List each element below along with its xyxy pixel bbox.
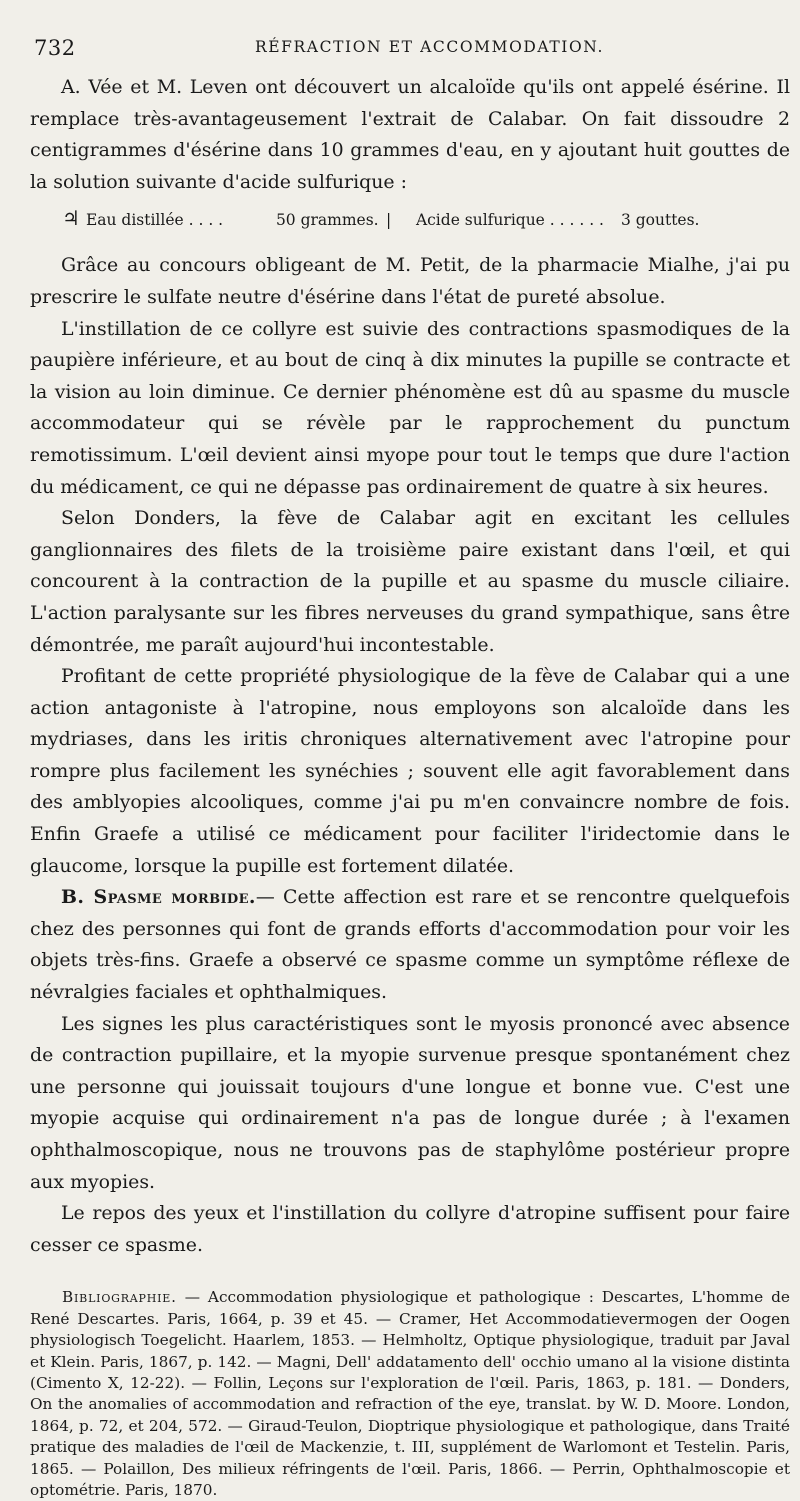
page-header (30, 28, 790, 58)
formula-qty-water: 50 grammes. (275, 211, 379, 230)
paragraph-repos: Le repos des yeux et l'instillation du collyre d'atropine suffisent pour faire cesser ce spasme. (30, 1202, 790, 1256)
book-page (30, 28, 790, 1501)
formula-qty-acid: 3 gouttes. (620, 211, 700, 230)
page-number: 732 (34, 36, 76, 60)
section-text: — Cette affection est rare et se rencontre quelquefois chez des personnes qui font de grands efforts d'accommodation pour voir les objets très-fins. Graefe a observé ce spasme comme un symptôme réflexe de névralgies faciales et ophthalmiques. (30, 886, 790, 1004)
paragraph-eserine: A. Vée et M. Leven ont découvert un alcaloïde qu'ils ont appelé ésérine. Il remplace très-avantageusement l'extrait de Calabar. On fait dissoudre 2 centigrammes d'ésérine dans 10 grammes d'eau, en y ajoutant huit gouttes de la solution suivante d'acide sulfurique : (30, 76, 790, 193)
formula-item-water: Eau distillée . . . . (85, 211, 224, 230)
paragraph-atropine: Profitant de cette propriété physiologique de la fève de Calabar qui a une action antagoniste à l'atropine, nous employons son alcaloïde dans les mydriases, dans les iritis chroniques alternativement avec l'atropine pour rompre plus facilement les synéchies ; souvent elle agit favorablement dans des amblyopies alcooliques, comme j'ai pu m'en convaincre nombre de fois. Enfin Graefe a utilisé ce médicament pour faciliter l'iridectomie dans le glaucome, lorsque la pupille est fortement dilatée. (30, 665, 790, 877)
paragraph-signes: Les signes les plus caractéristiques sont le myosis prononcé avec absence de contraction pupillaire, et la myopie survenue presque spontanément chez une personne qui jouissait toujours d'une longue et bonne vue. C'est une myopie acquise qui ordinairement n'a pas de longue durée ; à l'examen ophthalmoscopique, nous ne trouvons pas de staphylôme postérieur propre aux myopies. (30, 1012, 790, 1193)
bibliography-text: — Accommodation physiologique et pathologique : Descartes, L'homme de René Descartes. Paris, 1664, p. 39 et 45. — Cramer, Het Accommodatievermogen der Oogen physiologisch Toegelicht. Haarlem, 1853. — Helmholtz, Optique physiologique, traduit par Javal et Klein. Paris, 1867, p. 142. — Magni, Dell' addatamento dell' occhio umano al la visione distinta (Cimento X, 12-22). — Follin, Leçons sur l'exploration de l'œil. Paris, 1863, p. 181. — Donders, On the anomalies of accommodation and refraction of the eye, translat. by W. D. Moore. London, 1864, p. 72, et 204, 572. — Giraud-Teulon, Dioptrique physiologique et pathologique, dans Traité pratique des maladies de l'œil de Mackenzie, t. III, supplément de Warlomont et Testelin. Paris, 1865. — Polaillon, Des milieux réfringents de l'œil. Paris, 1866. — Perrin, Ophthalmoscopie et optométrie. Paris, 1870. (30, 1288, 790, 1500)
paragraph-petit: Grâce au concours obligeant de M. Petit, de la pharmacie Mialhe, j'ai pu prescrire le sulfate neutre d'ésérine dans l'état de pureté absolue. (30, 254, 790, 308)
section-heading: B. Spasme morbide. (61, 886, 256, 909)
bibliography (30, 1287, 790, 1501)
recipe-symbol-icon: ♃ (62, 206, 80, 231)
formula-item-acid: Acide sulfurique . . . . . . (415, 211, 604, 230)
body-text (30, 72, 790, 1261)
bibliography-label: Bibliographie. (62, 1288, 177, 1307)
paragraph-spasme-morbide (30, 882, 790, 1008)
paragraph-donders: Selon Donders, la fève de Calabar agit en excitant les cellules ganglionnaires des filets de la troisième paire existant dans l'œil, et qui concourent à la contraction de la pupille et au spasme du muscle ciliaire. L'action paralysante sur les fibres nerveuses du grand sympathique, sans être démontrée, me paraît aujourd'hui incontestable. (30, 507, 790, 656)
paragraph-instillation: L'instillation de ce collyre est suivie des contractions spasmodiques de la paupière inférieure, et au bout de cinq à dix minutes la pupille se contracte et la vision au loin diminue. Ce dernier phénomène est dû au spasme du muscle accommodateur qui se révèle par le rapprochement du punctum remotissimum. L'œil devient ainsi myope pour tout le temps que dure l'action du médicament, ce qui ne dépasse pas ordinairement de quatre à six heures. (30, 317, 790, 498)
running-title: RÉFRACTION ET ACCOMMODATION. (255, 38, 605, 56)
formula-separator: | (385, 211, 392, 230)
prescription-formula (30, 198, 790, 238)
